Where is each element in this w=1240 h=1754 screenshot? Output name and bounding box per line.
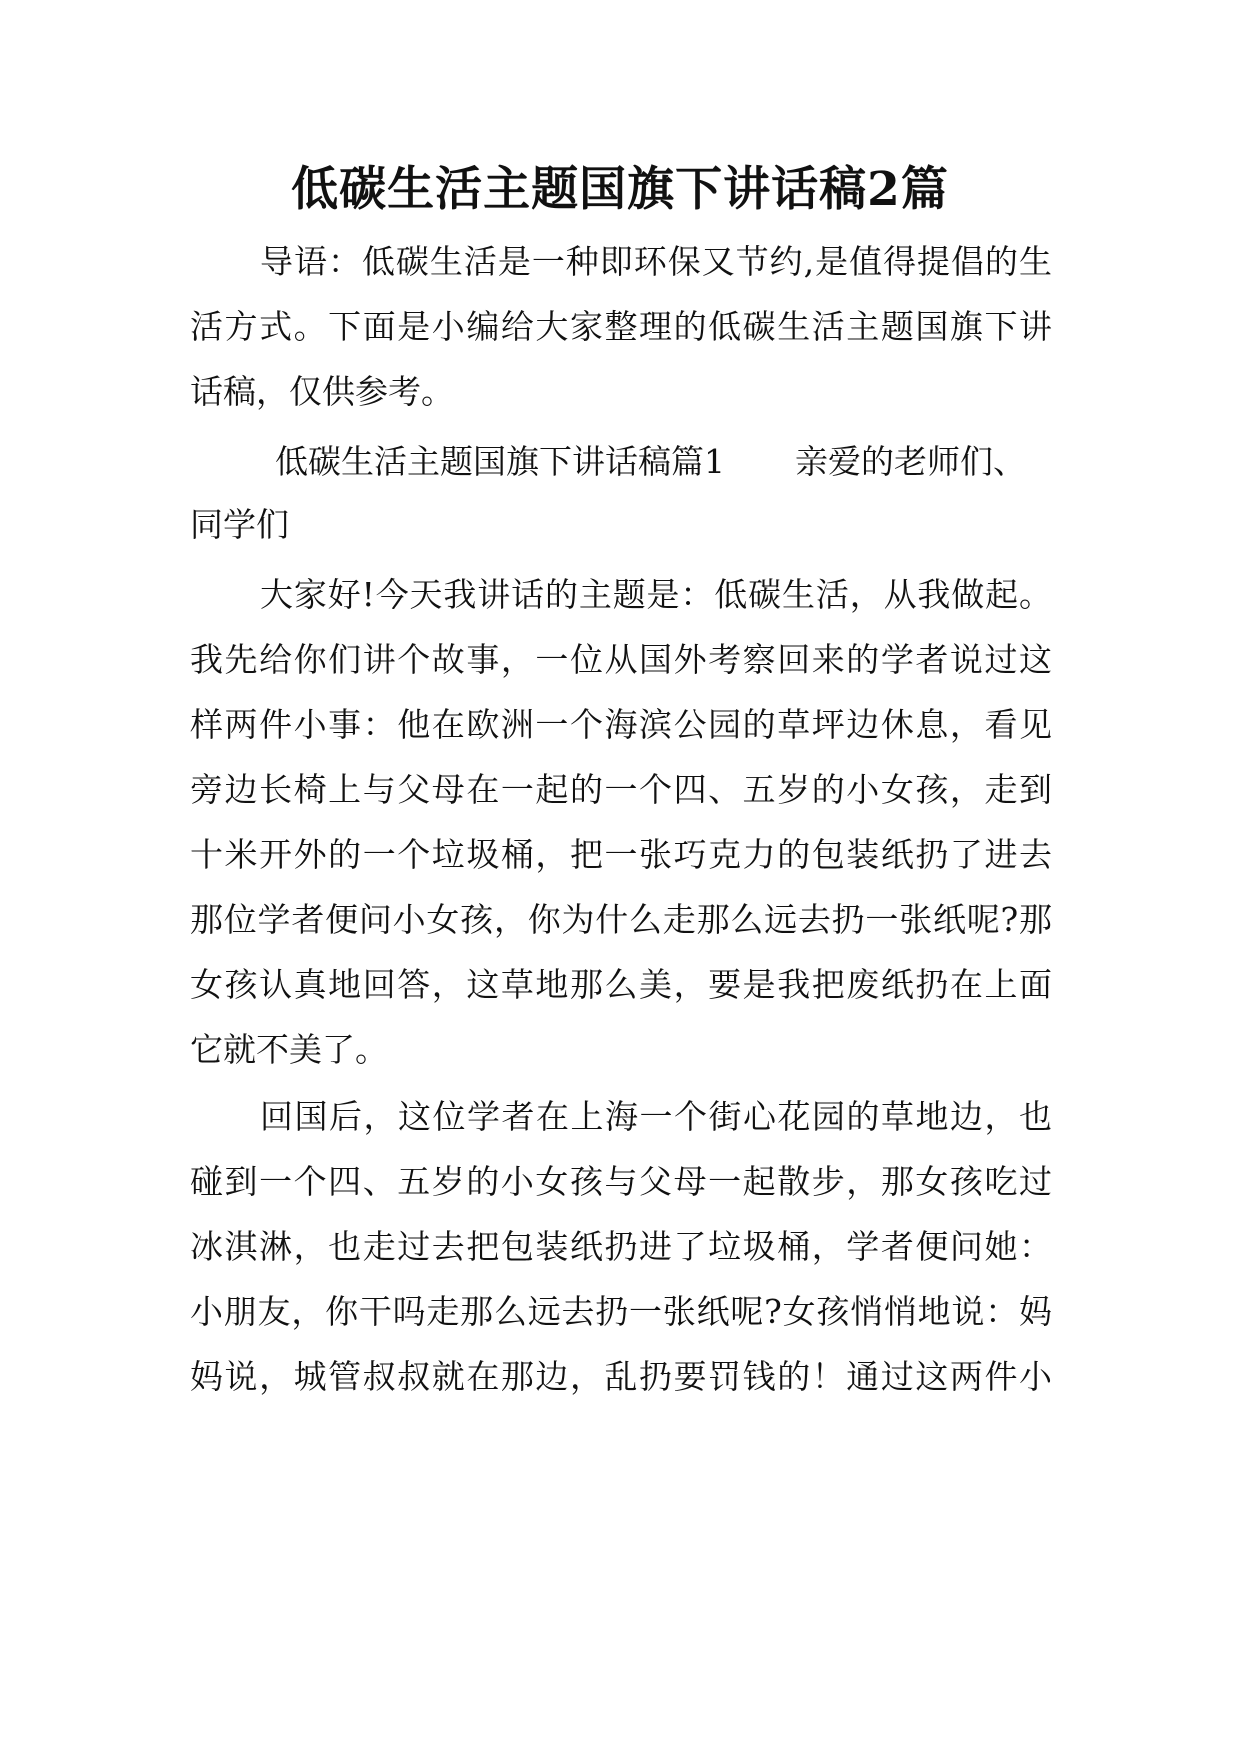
paragraph-line: 女孩认真地回答，这草地那么美，要是我把废纸扔在上面 [190, 965, 1052, 1004]
section-heading: 低碳生活主题国旗下讲话稿篇1 [275, 442, 725, 481]
intro-line: 话稿，仅供参考。 [190, 372, 454, 411]
intro-line: 活方式。下面是小编给大家整理的低碳生活主题国旗下讲 [190, 307, 1052, 346]
paragraph-line: 大家好!今天我讲话的主题是：低碳生活，从我做起。 [260, 575, 1052, 614]
paragraph-line: 小朋友，你干吗走那么远去扔一张纸呢?女孩悄悄地说：妈 [190, 1292, 1052, 1331]
paragraph-line: 我先给你们讲个故事，一位从国外考察回来的学者说过这 [190, 640, 1052, 679]
intro-line: 导语：低碳生活是一种即环保又节约,是值得提倡的生 [260, 242, 1052, 281]
paragraph-line: 它就不美了。 [190, 1030, 388, 1069]
paragraph-line: 回国后，这位学者在上海一个街心花园的草地边，也 [260, 1097, 1052, 1136]
paragraph-line: 旁边长椅上与父母在一起的一个四、五岁的小女孩，走到 [190, 770, 1052, 809]
paragraph-line: 冰淇淋，也走过去把包装纸扔进了垃圾桶，学者便问她： [190, 1227, 1052, 1266]
document-title: 低碳生活主题国旗下讲话稿2篇 [291, 162, 949, 217]
section-heading-line [275, 437, 1026, 487]
paragraph-line: 样两件小事：他在欧洲一个海滨公园的草坪边休息，看见 [190, 705, 1052, 744]
paragraph-line: 十米开外的一个垃圾桶，把一张巧克力的包装纸扔了进去 [190, 835, 1052, 874]
paragraph-line: 妈说，城管叔叔就在那边，乱扔要罚钱的！通过这两件小 [190, 1357, 1052, 1396]
salutation: 亲爱的老师们、 [795, 442, 1026, 481]
paragraph-line: 碰到一个四、五岁的小女孩与父母一起散步，那女孩吃过 [190, 1162, 1052, 1201]
paragraph-line: 那位学者便问小女孩，你为什么走那么远去扔一张纸呢?那 [190, 900, 1052, 939]
salutation-line: 同学们 [190, 505, 289, 544]
